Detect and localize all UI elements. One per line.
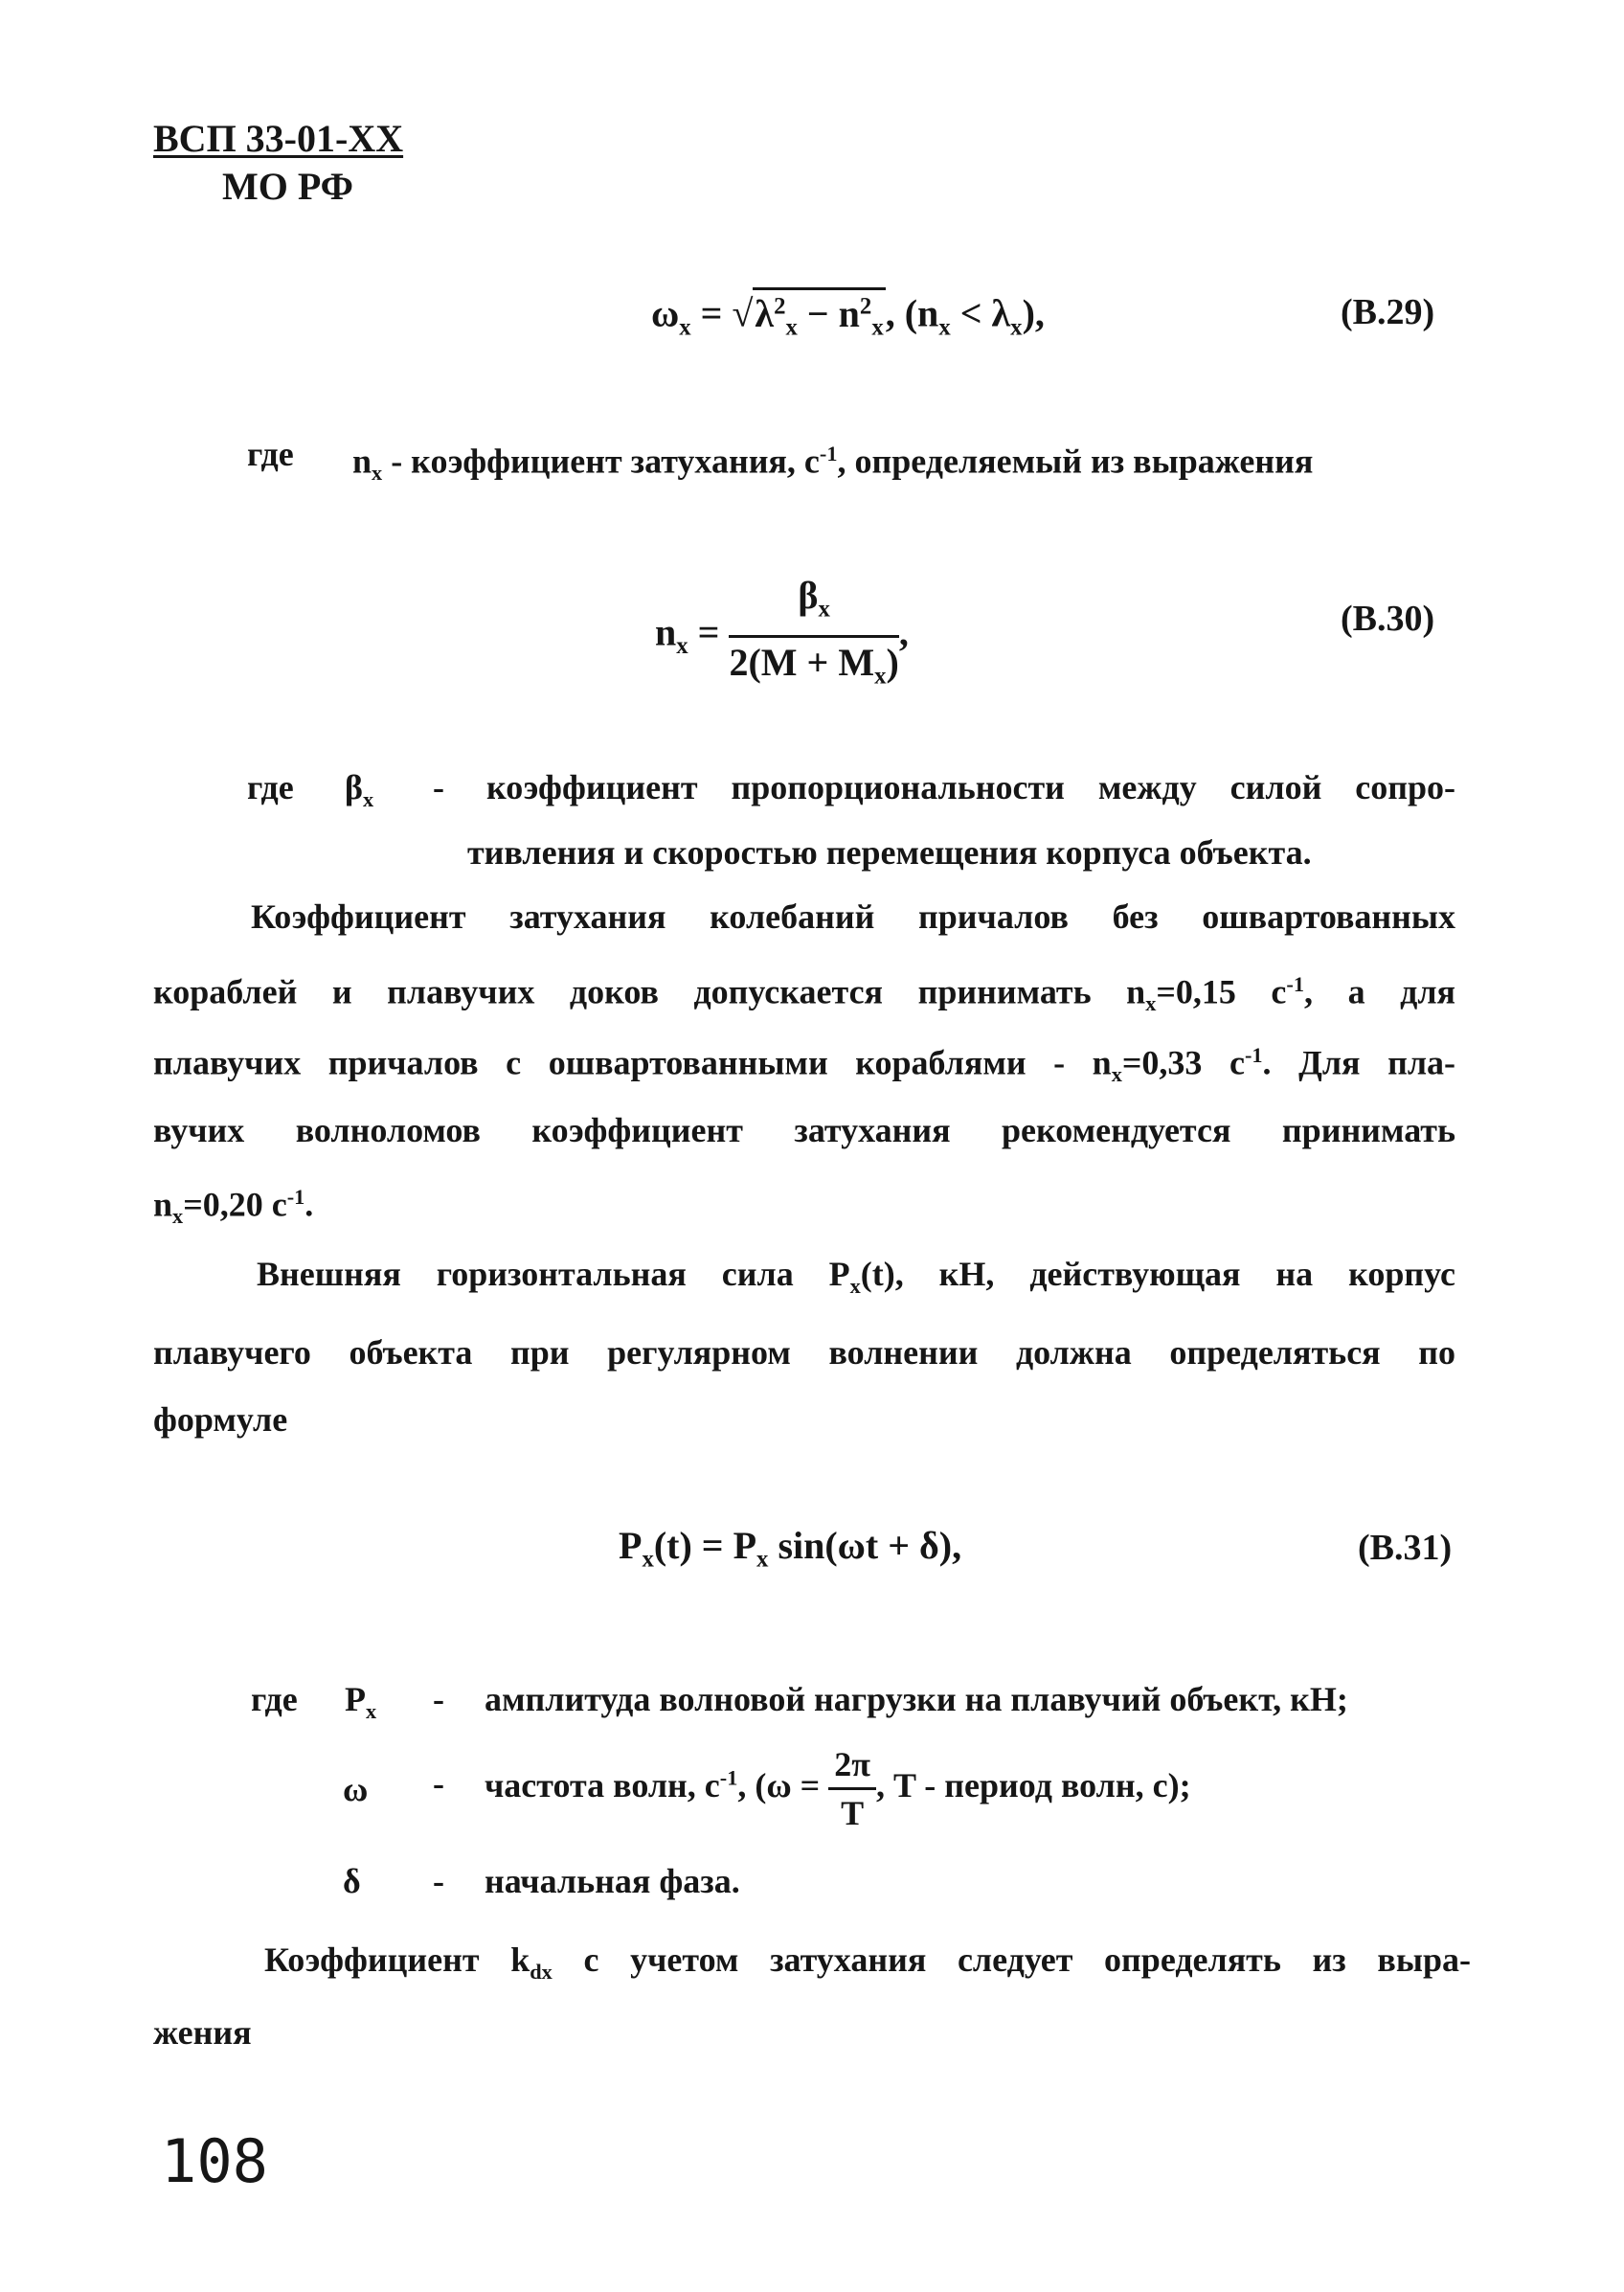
delta-definition: начальная фаза.	[485, 1862, 740, 1900]
paragraph-line: Внешняя горизонтальная сила $P_x(t)$, кН, действующая на корпус	[257, 1255, 1455, 1298]
equation-number-b29: (В.29)	[1341, 292, 1435, 332]
omega-symbol: ω	[343, 1770, 369, 1808]
definition-dash: -	[433, 1862, 444, 1900]
beta-symbol: $\beta_x$	[345, 768, 374, 811]
sqrt-sign: √	[732, 291, 754, 335]
paragraph-line: жения	[153, 2013, 252, 2052]
where-label: где	[247, 768, 294, 806]
formula-b29: $\omega_x = √\lambda^2_x - n^2_x$, $(n_x < \lambda_x)$,	[651, 284, 1045, 351]
delta-symbol: δ	[343, 1862, 361, 1900]
paragraph-line: кораблей и плавучих доков допускается принимать $n_x=0,15$ $с^{-1}$, а для	[153, 972, 1455, 1016]
definition-dash: -	[433, 768, 444, 806]
paragraph-line: $n_x=0,20$ $с^{-1}$.	[153, 1185, 314, 1229]
definition-dash: -	[433, 1764, 444, 1803]
paragraph-line: плавучих причалов с ошвартованными кораблями - $n_x=0,33$ $с^{-1}$. Для пла-	[153, 1043, 1456, 1087]
fraction: $\frac{2\pi}{T}$	[828, 1743, 876, 1834]
radicand: $\lambda^2_x - n^2_x$	[753, 287, 885, 335]
p-symbol: $P_x$	[345, 1680, 377, 1723]
beta-definition-line1: коэффициент пропорциональности между силой сопро-	[486, 768, 1455, 806]
fraction: $\frac{\beta_x}{2(M + M_x)}$	[729, 574, 899, 690]
formula-b30: $n_x$ = $\frac{\beta_x}{2(M + M_x)}$ ,	[655, 573, 909, 699]
formula-b31: $P_x(t) = P_x$ sin(ωt + δ),	[619, 1524, 962, 1573]
definition-dash: -	[433, 1680, 444, 1718]
beta-definition-line2: тивления и скоростью перемещения корпуса объекта.	[467, 833, 1312, 872]
equation-number-b31: (В.31)	[1358, 1528, 1453, 1568]
where-label: где	[247, 435, 294, 473]
paragraph-line: Коэффициент $k_{dx}$ с учетом затухания следует определять из выра-	[264, 1940, 1471, 1984]
omega-definition: частота волн, $с^{-1}$, (ω = $\frac{2\pi}{T}$ , T - период волн, с);	[485, 1745, 1191, 1832]
equation-number-b30: (В.30)	[1341, 599, 1435, 639]
paragraph-line: формуле	[153, 1400, 288, 1439]
p-definition: амплитуда волновой нагрузки на плавучий объект, кН;	[485, 1680, 1348, 1718]
document-code: ВСП 33-01-XX	[153, 117, 404, 160]
where-n-definition: $n_x$ - коэффициент затухания, $с^{-1}$, определяемый из выражения	[352, 442, 1314, 486]
where-label: где	[251, 1680, 298, 1718]
paragraph-line: Коэффициент затухания колебаний причалов без ошвартованных	[251, 897, 1455, 936]
ministry-label: МО РФ	[222, 165, 353, 208]
page-number: 108	[161, 2126, 268, 2196]
paragraph-line: плавучего объекта при регулярном волнении должна определяться по	[153, 1333, 1455, 1372]
paragraph-line: вучих волноломов коэффициент затухания рекомендуется принимать	[153, 1111, 1455, 1149]
